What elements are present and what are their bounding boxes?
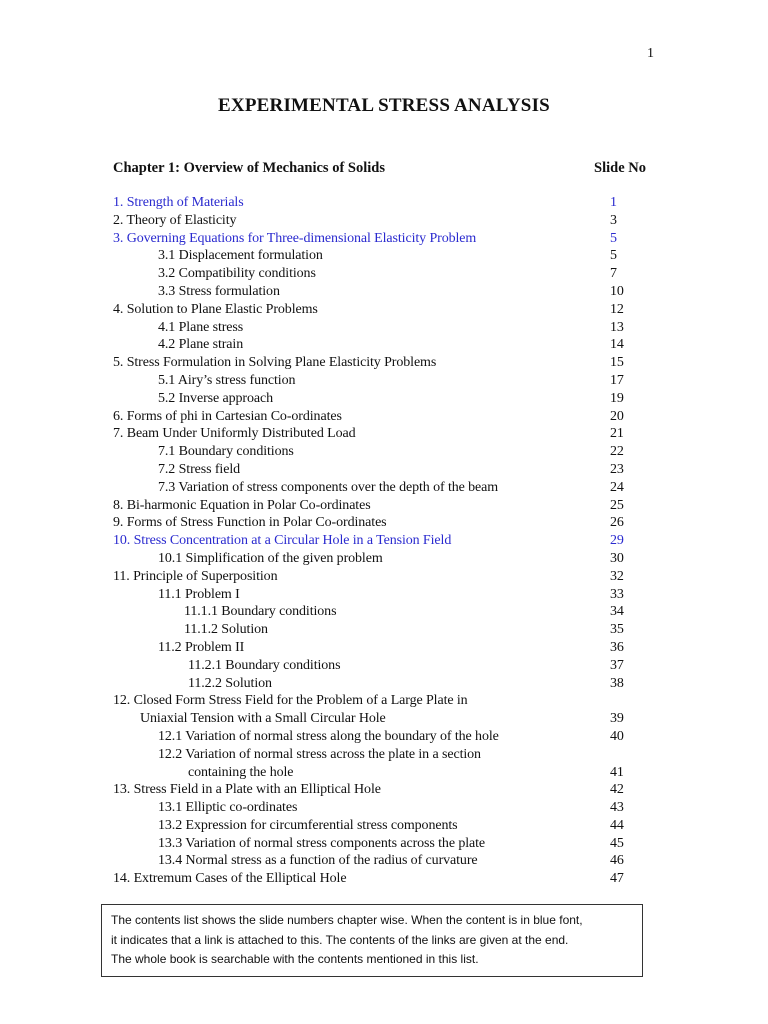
toc-item-title: 7.1 Boundary conditions (158, 444, 294, 460)
toc-item-title: 9. Forms of Stress Function in Polar Co-ordinates (113, 515, 387, 531)
toc-item-slide-number: 32 (610, 568, 624, 584)
toc-item-title: 5. Stress Formulation in Solving Plane Elasticity Problems (113, 355, 437, 371)
toc-item-title: 11.1.2 Solution (184, 622, 268, 638)
toc-item (113, 425, 633, 443)
toc-item (113, 568, 633, 586)
toc-item-title[interactable]: 3. Governing Equations for Three-dimensional Elasticity Problem (113, 230, 477, 246)
toc-item (113, 728, 633, 746)
toc-item-title: containing the hole (188, 764, 294, 780)
toc-item-slide-number: 23 (610, 461, 624, 477)
toc-item-slide-number: 21 (610, 426, 624, 442)
toc-item-slide-number: 46 (610, 853, 624, 869)
toc-item-slide-number: 14 (610, 337, 624, 353)
toc-item (113, 799, 633, 817)
toc-item-title: 13.3 Variation of normal stress components across the plate (158, 835, 486, 851)
toc-item (113, 550, 633, 568)
toc-item (113, 336, 633, 354)
toc-item-title: 4.2 Plane strain (158, 337, 244, 353)
toc-item-slide-number: 19 (610, 390, 624, 406)
toc-item-slide-number: 44 (610, 817, 624, 833)
toc-item-title[interactable]: 1. Strength of Materials (113, 195, 244, 210)
toc-item-slide-number: 25 (610, 497, 624, 513)
toc-item (113, 603, 633, 621)
toc-item-title: 7.2 Stress field (158, 461, 241, 477)
chapter-label: Chapter 1: Overview of Mechanics of Solids (113, 160, 385, 176)
toc-item-title: 6. Forms of phi in Cartesian Co-ordinates (113, 408, 342, 424)
toc-item (113, 514, 633, 532)
toc-item-title: 12.2 Variation of normal stress across the plate in a section (158, 746, 481, 762)
toc-item-slide-number: 42 (610, 782, 624, 798)
toc-item-slide-number: 43 (610, 800, 624, 816)
toc-item (113, 746, 633, 764)
toc-item (113, 764, 633, 782)
toc-item-title: 11.1 Problem I (158, 586, 240, 602)
toc-item-slide-number: 20 (610, 408, 624, 424)
toc-item (113, 390, 633, 408)
toc-item-title: 5.2 Inverse approach (158, 390, 274, 406)
page-number: 1 (647, 46, 654, 61)
toc-item-slide-number[interactable]: 29 (610, 533, 624, 549)
toc-item-slide-number: 24 (610, 479, 624, 495)
toc-item (113, 710, 633, 728)
note-line: The contents list shows the slide numbers chapter wise. When the content is in blue font, (111, 913, 583, 927)
toc-item (113, 621, 633, 639)
toc-item (113, 835, 633, 853)
toc-item (113, 443, 633, 461)
toc-item (113, 319, 633, 337)
toc-item (113, 497, 633, 515)
note-line: The whole book is searchable with the contents mentioned in this list. (111, 952, 479, 966)
toc-item-slide-number: 5 (610, 248, 617, 264)
toc-item-title: 12. Closed Form Stress Field for the Problem of a Large Plate in (113, 693, 468, 709)
toc-item-slide-number: 35 (610, 622, 624, 638)
toc-item-title: 11. Principle of Superposition (113, 568, 278, 584)
toc-item-title: 4.1 Plane stress (158, 319, 244, 335)
toc-link-item[interactable] (113, 532, 633, 550)
toc-item (113, 852, 633, 870)
toc-item-title: 11.2.2 Solution (188, 675, 272, 691)
toc-item-slide-number: 38 (610, 675, 624, 691)
toc-item (113, 479, 633, 497)
toc-item-slide-number: 33 (610, 586, 624, 602)
toc-item (113, 586, 633, 604)
toc-item-title: 14. Extremum Cases of the Elliptical Hole (113, 871, 347, 887)
note-line: it indicates that a link is attached to this. The contents of the links are given at the end. (111, 932, 569, 947)
toc-item-slide-number: 15 (610, 355, 624, 371)
toc-item-title: 8. Bi-harmonic Equation in Polar Co-ordinates (113, 497, 371, 513)
toc-item (113, 461, 633, 479)
table-of-contents (113, 194, 633, 888)
toc-item-slide-number: 13 (610, 319, 624, 335)
toc-item-title: 11.1.1 Boundary conditions (184, 604, 337, 620)
toc-item-slide-number[interactable]: 1 (610, 195, 617, 210)
toc-item (113, 212, 633, 230)
toc-item-slide-number: 26 (610, 515, 624, 531)
toc-item-title: 12.1 Variation of normal stress along the boundary of the hole (158, 728, 499, 744)
page-title: EXPERIMENTAL STRESS ANALYSIS (218, 95, 550, 116)
toc-item-title: 5.1 Airy’s stress function (158, 372, 296, 388)
toc-item-slide-number: 17 (610, 372, 624, 388)
toc-item-slide-number[interactable]: 5 (610, 230, 617, 246)
toc-item-slide-number: 45 (610, 835, 624, 851)
toc-item-slide-number: 40 (610, 728, 624, 744)
toc-item (113, 781, 633, 799)
toc-item-slide-number: 47 (610, 871, 624, 887)
toc-item (113, 692, 633, 710)
toc-item-title: 13.2 Expression for circumferential stress components (158, 817, 458, 833)
toc-item (113, 301, 633, 319)
toc-item-title[interactable]: 10. Stress Concentration at a Circular Hole in a Tension Field (113, 533, 452, 549)
toc-item-title: Uniaxial Tension with a Small Circular Hole (140, 711, 386, 727)
toc-item (113, 657, 633, 675)
toc-item (113, 408, 633, 426)
toc-item-title: 7.3 Variation of stress components over the depth of the beam (158, 479, 499, 495)
toc-item-slide-number: 41 (610, 764, 624, 780)
toc-item-slide-number: 12 (610, 301, 624, 317)
toc-item-title: 11.2 Problem II (158, 639, 245, 655)
toc-item-title: 11.2.1 Boundary conditions (188, 657, 341, 673)
toc-item-title: 13.1 Elliptic co-ordinates (158, 800, 298, 816)
toc-item (113, 354, 633, 372)
toc-item (113, 870, 633, 888)
toc-item-title: 7. Beam Under Uniformly Distributed Load (113, 426, 356, 442)
toc-item-slide-number: 34 (610, 604, 624, 620)
toc-item (113, 247, 633, 265)
toc-item-slide-number: 30 (610, 550, 624, 566)
toc-item (113, 675, 633, 693)
slide-number-header: Slide No (594, 160, 646, 176)
toc-item-title: 3.3 Stress formulation (158, 283, 280, 299)
toc-item-title: 4. Solution to Plane Elastic Problems (113, 301, 318, 317)
chapter-header (113, 160, 646, 178)
toc-link-item[interactable] (113, 230, 633, 248)
toc-item-slide-number: 37 (610, 657, 624, 673)
toc-item-slide-number: 3 (610, 212, 617, 228)
toc-item-slide-number: 10 (610, 283, 624, 299)
toc-item (113, 283, 633, 301)
toc-item (113, 639, 633, 657)
toc-item-title: 13. Stress Field in a Plate with an Elliptical Hole (113, 782, 381, 798)
toc-item (113, 817, 633, 835)
toc-item (113, 372, 633, 390)
toc-item-title: 10.1 Simplification of the given problem (158, 550, 383, 566)
toc-item-slide-number: 36 (610, 639, 624, 655)
toc-item-title: 2. Theory of Elasticity (113, 212, 237, 228)
toc-link-item[interactable] (113, 194, 633, 212)
note-box (101, 904, 643, 977)
toc-item-slide-number: 22 (610, 444, 624, 460)
toc-item-title: 3.1 Displacement formulation (158, 248, 323, 264)
toc-item (113, 265, 633, 283)
toc-item-slide-number: 7 (610, 266, 617, 282)
toc-item-title: 3.2 Compatibility conditions (158, 266, 316, 282)
toc-item-slide-number: 39 (610, 711, 624, 727)
toc-item-title: 13.4 Normal stress as a function of the radius of curvature (158, 853, 478, 869)
